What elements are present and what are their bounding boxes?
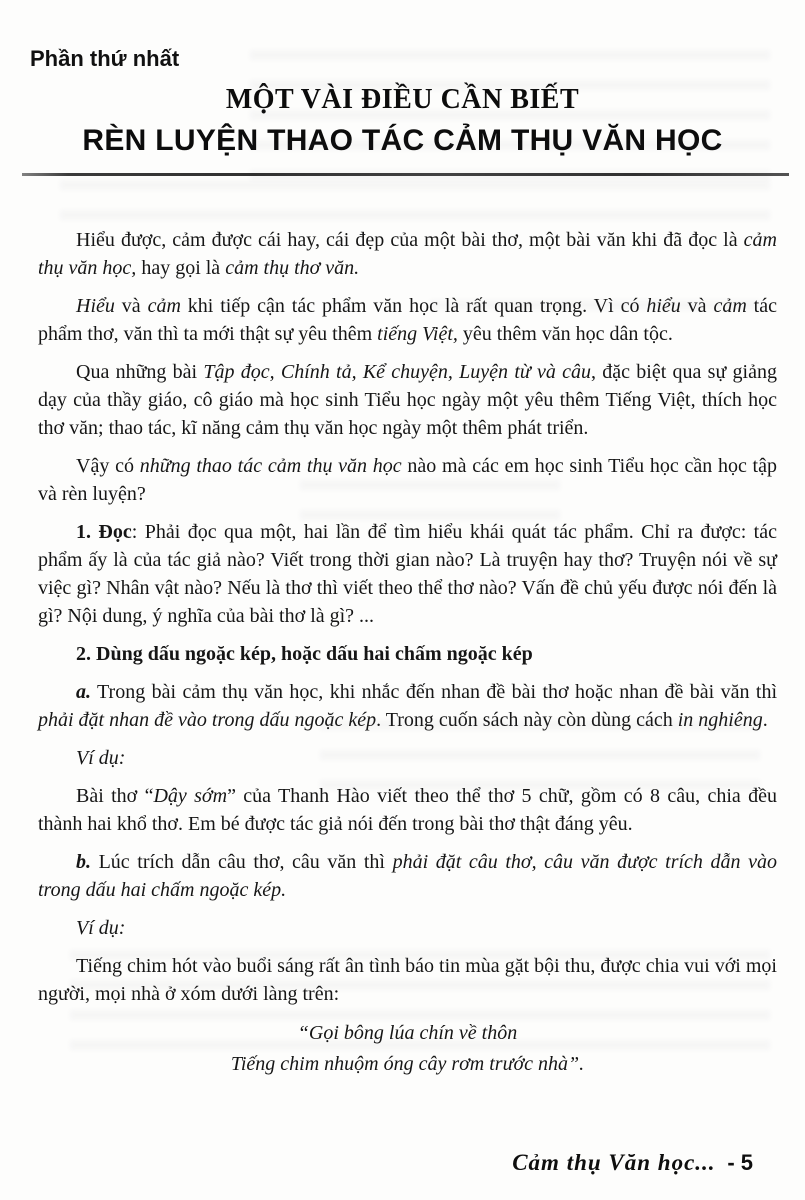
italic-run: cảm: [147, 295, 181, 317]
italic-run: Ví dụ:: [76, 917, 126, 939]
bold-italic-run: a.: [76, 681, 91, 703]
text-run: .: [762, 709, 768, 731]
text-run: tác phẩm thơ, văn thì ta mới thật sự yêu thêm: [38, 295, 777, 345]
footer-page-number: - 5: [727, 1150, 753, 1175]
italic-run: Dậy sớm: [153, 785, 228, 807]
poem-quote: [38, 1018, 777, 1080]
text-run: Hiểu được, cảm được cái hay, cái đẹp của một bài thơ, một bài văn khi đã đọc là: [76, 229, 744, 251]
text-run: : Phải đọc qua một, hai lần để tìm hiểu khái quát tác phẩm. Chỉ ra được: tác phẩm ấy là của tác giả nào? Viết trong thời gian nào? Là truyện hay thơ? Truyện nói về sự việc gì? Nhân vật nào? Nếu là thơ thì viết theo thể thơ nào? Vấn đề chủ yếu được nói đến là gì? Nội dung, ý nghĩa của bài thơ là gì? ...: [38, 521, 777, 627]
example-label: [38, 744, 777, 772]
paragraph-numbered-2-heading: [38, 640, 777, 668]
text-run: Vậy có: [76, 455, 140, 477]
text-run: khi tiếp cận tác phẩm văn học là rất quan trọng. Vì có: [180, 295, 647, 317]
page-header: [0, 0, 805, 176]
italic-run: phải đặt nhan đề vào trong dấu ngoặc kép: [38, 709, 377, 731]
paragraph-item-a: [38, 678, 777, 734]
paragraph-numbered-1: [38, 518, 777, 630]
text-run: , đặc biệt qua sự giảng dạy của thầy giáo, cô giáo mà học sinh Tiểu học ngày một yêu thêm Tiếng Việt, thích học thơ văn; thao tác, kĩ năng cảm thụ văn học ngày một thêm phát triển.: [38, 361, 777, 439]
section-label: Phần thứ nhất: [30, 46, 180, 71]
italic-run: cảm thụ thơ văn.: [225, 257, 360, 279]
poem-line: Tiếng chim nhuộm óng cây rơm trước nhà”.: [230, 1053, 585, 1075]
bold-italic-run: b.: [76, 851, 91, 873]
italic-run: cảm: [713, 295, 747, 317]
italic-run: Tập đọc, Chính tả, Kể chuyện, Luyện từ và câu: [203, 361, 592, 383]
italic-run: hiểu: [646, 295, 681, 317]
text-run: Qua những bài: [76, 361, 204, 383]
italic-run: phải đặt câu thơ, câu văn được trích dẫn vào trong dấu hai chấm ngoặc kép.: [38, 851, 777, 901]
paragraph: [38, 452, 777, 508]
text-run: . Trong cuốn sách này còn dùng cách: [376, 709, 678, 731]
paragraph: [38, 952, 777, 1008]
bold-run: 1. Đọc: [76, 521, 132, 543]
paragraph: [38, 292, 777, 348]
italic-run: Hiểu: [76, 295, 115, 317]
body-text: [0, 176, 805, 1080]
footer-book-title: Cảm thụ Văn học...: [512, 1150, 716, 1175]
paragraph: [38, 782, 777, 838]
text-run: Trong bài cảm thụ văn học, khi nhắc đến nhan đề bài thơ hoặc nhan đề bài văn thì: [91, 681, 777, 703]
example-label: [38, 914, 777, 942]
paragraph-item-b: [38, 848, 777, 904]
chapter-title-line2: RÈN LUYỆN THAO TÁC CẢM THỤ VĂN HỌC: [82, 124, 723, 157]
text-run: yêu thêm văn học dân tộc.: [457, 323, 673, 345]
text-run: và: [680, 295, 714, 317]
italic-run: Ví dụ:: [76, 747, 126, 769]
title-divider-rule: [22, 173, 789, 176]
text-run: Tiếng chim hót vào buổi sáng rất ân tình báo tin mùa gặt bội thu, được chia vui với mọi người, mọi nhà ở xóm dưới làng trên:: [38, 955, 777, 1005]
text-run: Lúc trích dẫn câu thơ, câu văn thì: [91, 851, 393, 873]
italic-run: tiếng Việt,: [377, 323, 458, 345]
italic-run: những thao tác cảm thụ văn học: [139, 455, 402, 477]
text-run: Bài thơ “: [76, 785, 154, 807]
paragraph: [38, 226, 777, 282]
text-run: ” của Thanh Hào viết theo thể thơ 5 chữ, gồm có 8 câu, chia đều thành hai khổ thơ. Em bé được tác giả nói đến trong bài thơ thật đáng yêu.: [38, 785, 777, 835]
chapter-title-line1: MỘT VÀI ĐIỀU CẦN BIẾT: [225, 84, 580, 115]
italic-run: in nghiêng: [677, 709, 763, 731]
text-run: nào mà các em học sinh Tiểu học cần học tập và rèn luyện?: [38, 455, 777, 505]
page-footer: [512, 1150, 753, 1176]
text-run: và: [114, 295, 148, 317]
italic-run: cảm thụ văn học,: [38, 229, 777, 279]
paragraph: [38, 358, 777, 442]
poem-line: “Gọi bông lúa chín về thôn: [297, 1022, 518, 1044]
bold-run: 2. Dùng dấu ngoặc kép, hoặc dấu hai chấm ngoặc kép: [76, 643, 533, 665]
text-run: hay gọi là: [136, 257, 226, 279]
